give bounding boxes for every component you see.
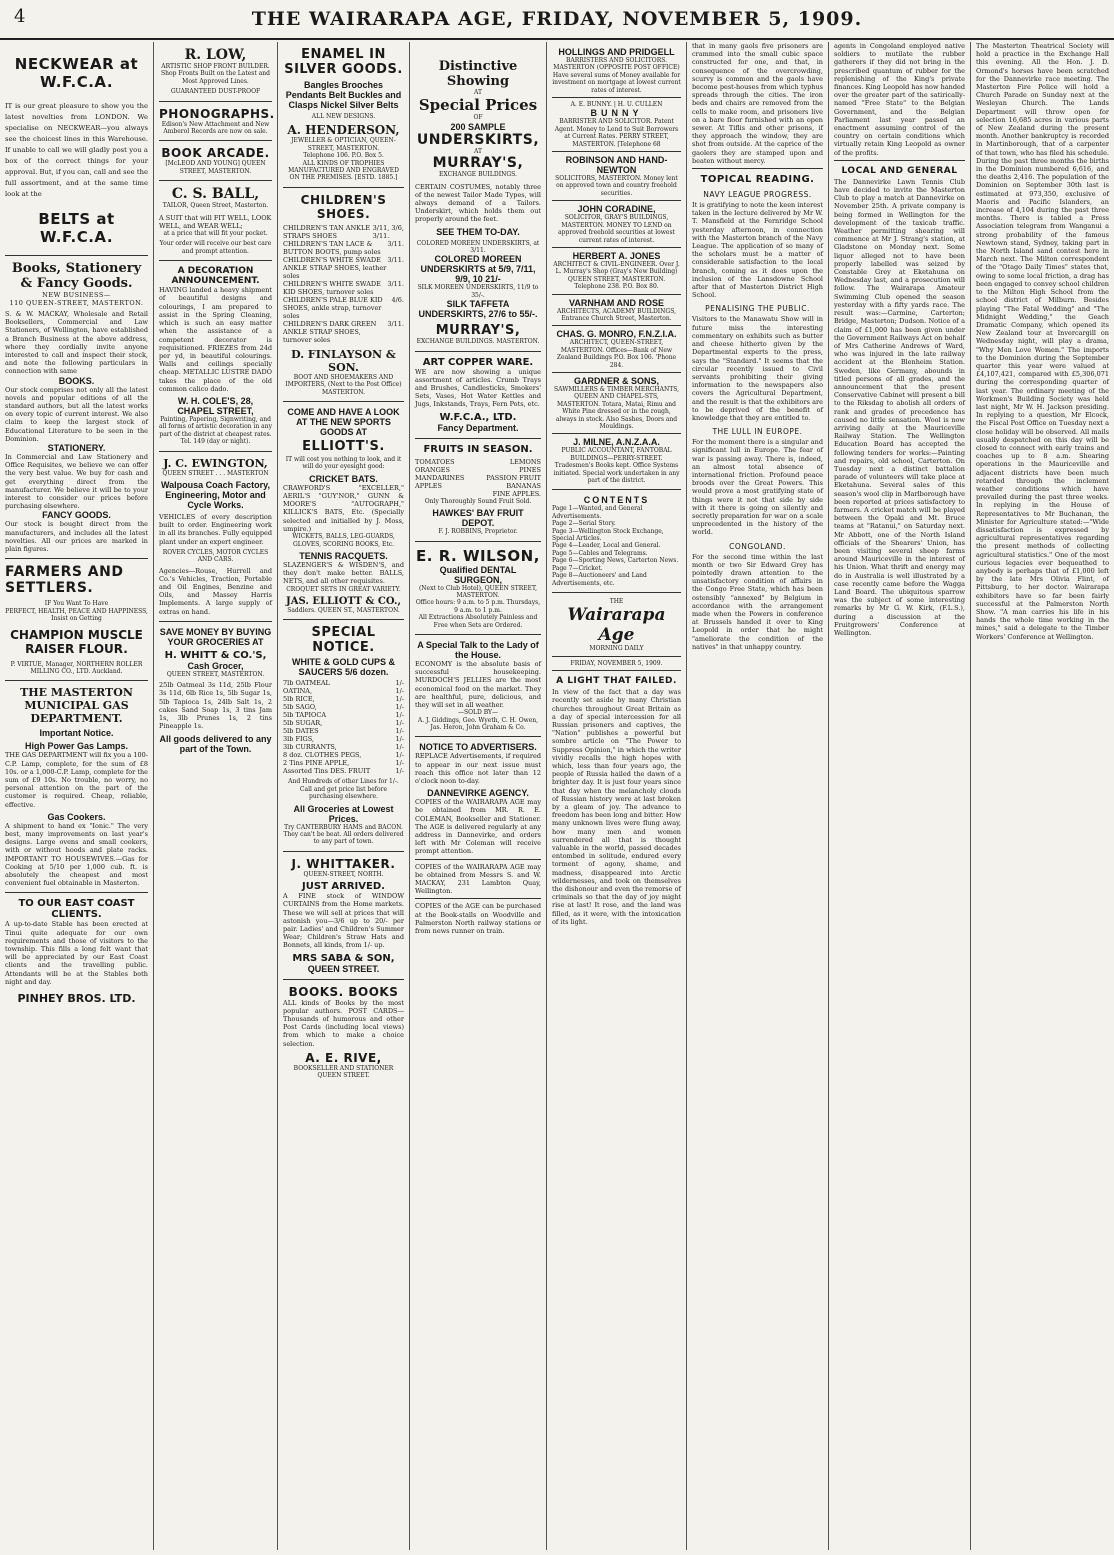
arrived-heading: JUST ARRIVED.	[302, 881, 385, 893]
art-copper-heading: ART COPPER WARE.	[422, 356, 534, 368]
gardner-name: GARDNER & SONS,	[573, 375, 659, 386]
taffeta-line: SILK TAFFETA UNDERSKIRTS, 27/6 to 55/-.	[418, 299, 538, 320]
editorial-date: FRIDAY, NOVEMBER 5, 1909.	[570, 659, 663, 667]
trophies-note: ALL KINDS OF TROPHIES MANUFACTURED AND ENGRAVED ON THE PREMISES. [ESTD. 1885.]	[288, 159, 399, 182]
office-hours: Office hours: 9 a.m. to 5 p.m. Thursdays, 9 a.m. to 1 p.m.	[415, 599, 541, 614]
price-item-cell: 5lb SUGAR,	[283, 719, 323, 728]
price-item	[283, 703, 404, 711]
price-list	[283, 679, 404, 775]
fruit-item-cell: PINES	[519, 465, 541, 474]
price-item-cell: 1/-	[395, 759, 404, 768]
bangles-list: Bangles Brooches Pendants Belt Buckles and Clasps Nickel Silver Belts	[285, 80, 402, 110]
special-notice-heading: SPECIAL NOTICE.	[311, 625, 376, 656]
price-item-cell: 7lb OATMEAL	[283, 679, 330, 688]
delivery-note: All goods delivered to any part of the Town.	[159, 734, 272, 755]
saba-name: MRS SABA & SON,	[292, 952, 395, 964]
price-item-cell: Assorted Tins DES. FRUIT	[283, 767, 371, 776]
price-item-cell: 8 doz. CLOTHES PEGS,	[283, 751, 362, 760]
cricket-body: CRAWFORD'S "EXCELLER," AERIL'S "GUY'NOR," GUNN & MOORE'S "AUTOGRAPH," KILLICK'S BATS, Etc. (Specially selected and initialled by J. Moss, umpire.)	[283, 483, 404, 533]
jas-sub: Saddlers. QUEEN ST., MASTERTON.	[287, 606, 400, 614]
contents-item: Page 8—Auctioneers' and Land Advertisements, etc.	[552, 572, 647, 587]
contents-item: Page 7—Cricket.	[552, 564, 603, 572]
farm-line-1: IF You Want To Have	[44, 600, 109, 608]
page-number: 4	[14, 6, 26, 27]
hollings-name: HOLLINGS AND PRIDGELL	[558, 47, 675, 57]
new-designs: ALL NEW DESIGNS.	[311, 113, 376, 120]
important-notice: Important Notice.	[39, 728, 114, 739]
wilson-name: E. R. WILSON,	[416, 546, 540, 565]
ewington-address: QUEEN STREET . . . MASTERTON	[162, 469, 269, 477]
dannevirke-body: COPIES of the WAIRARAPA AGE may be obtained from MR. R. E. COLEMAN, Bookseller and Stationer. The AGE is delivered regularly at any address in Dannevirke, and orders left with Mr Coleman will receive prompt attention.	[415, 798, 541, 856]
henderson-tel: Telephone 106. P.O. Box 5.	[303, 152, 384, 160]
murray-ad	[415, 42, 541, 352]
newspaper-title: THE WAIRARAPA AGE, FRIDAY, NOVEMBER 5, 1909.	[251, 8, 863, 30]
price-item-cell: 5lb SAGO,	[283, 703, 317, 712]
low-sub: ARTISTIC SHOP FRONT BUILDER.	[161, 63, 270, 70]
jelly-ad	[415, 635, 541, 737]
saba-sub: QUEEN STREET.	[307, 963, 380, 974]
virtue-signature: P. VIRTUE, Manager, NORTHERN ROLLER MILLING CO., LTD. Auckland.	[10, 660, 143, 675]
decoration-heading: A DECORATION ANNOUNCEMENT.	[171, 266, 260, 287]
contents-item: Page 4—Leader, Local and General.	[552, 542, 661, 550]
congo-continued: agents in Congoland employed native soldiers to mutilate the rubber gatherers if they did not bring in the prescribed quantum of rubber for the replenishing of the King's private finances. King Leopold has now handed over the greater part of the satirically-named "Free State" to the Belgian Government, and the Belgian Parliament last year passed an enactment assuming control of the country on certain conditions which virtually retain King Leopold as owner of the profits.	[834, 42, 965, 157]
dust-proof: GUARANTEED DUST-PROOF	[170, 88, 261, 96]
shoe-item-cell: CHILDREN'S PALE BLUE KID SHOES, ankle strap, turnover soles	[283, 295, 383, 320]
price-item	[283, 751, 404, 759]
art-copper-ad	[415, 352, 541, 439]
farmers-heading: FARMERS AND SETTLERS.	[5, 564, 124, 597]
of-line: OF	[473, 114, 483, 122]
cookers-body: A shipment to hand ex "Ionic." The very best, many improvements on last year's designs. Large ovens and small cookers, with or without hoods and plate racks. IMPORTANT TO HOUSEWIVES.—Gas for Cooking at 5/10 per 1,000 cub. ft. is absolutely the cheapest and most convenient fuel obtainable in Masterton.	[5, 821, 148, 888]
coles-body: Painting, Papering, Signwriting, and all forms of artistic decoration in any part of the district at cheapest rates. Tel. 149 (day or night).	[159, 415, 272, 446]
price-item-cell: OATINA,	[283, 687, 313, 696]
ewington-ad	[159, 452, 272, 622]
shoe-item-cell: 3/11.	[387, 279, 404, 288]
cups-line: WHITE & GOLD CUPS & SAUCERS 5/6 dozen.	[292, 657, 395, 678]
failed-continued: that in many gaols five prisoners are crammed into the small cubic space constructed for one, and that, in consequence of the overcrowding, scurvy is common and the gaols have become pest-houses from which typhus spreads through the cities. The iron beds and chairs are removed from the cells to make room, and prisoners live on a bare floor furnished with an open sewer. At Tiflis and other prisons, if they approach the window, they are shot from outside. At the caprice of the gaolers they are stamped upon and beaten without mercy.	[692, 42, 823, 165]
morning-daily: MORNING DAILY	[589, 645, 644, 653]
murrays-name-2: MURRAY'S,	[435, 323, 521, 339]
lull-heading: THE LULL IN EUROPE.	[712, 427, 803, 437]
contents-item: Page 6—Sporting News, Carterton News.	[552, 557, 679, 565]
sample-line: 200 SAMPLE	[450, 121, 506, 132]
sports-line: COME AND HAVE A LOOK AT THE NEW SPORTS GOODS AT	[287, 407, 400, 438]
suit-price: at a price that will fit your pocket.	[163, 230, 268, 238]
fruit-item	[415, 482, 541, 490]
monro-body: ARCHITECT, QUEEN-STREET, MASTERTON. Offices—Bank of New Zealand Buildings P.O. Box 106. 'Phone 284.	[556, 339, 677, 369]
low-heading: R. LOW,	[184, 47, 247, 63]
sold-by: —SOLD BY—	[458, 709, 498, 717]
sellers: A. J. Giddings, Geo. Wyeth, C. H. Owen, Jas. Heron, John Graham & Co.	[417, 716, 539, 731]
shoe-item	[283, 320, 404, 344]
groceries-line: All Groceries at Lowest Prices.	[293, 803, 394, 824]
price-item	[283, 727, 404, 735]
fruit-item-cell: PASSION FRUIT	[486, 473, 541, 482]
tennis-body: SLAZENGER'S & WISDEN'S, and they don't make better. BALLS, NETS, and all other requisites.	[283, 560, 404, 586]
price-item	[283, 719, 404, 727]
nameplate-the: THE	[609, 597, 624, 605]
fruit-item-cell: LEMONS	[509, 457, 541, 466]
cricket-heading: CRICKET BATS.	[309, 473, 378, 484]
navy-heading: NAVY LEAGUE PROGRESS.	[703, 190, 812, 200]
arcade-heading: BOOK ARCADE.	[161, 146, 270, 161]
column-1	[0, 42, 154, 1550]
distinctive-heading: Distinctive Showing	[438, 59, 518, 89]
decoration-ad	[159, 261, 272, 451]
phonographs-body: Edison's New Attachment and New Amberol Records are now on sale.	[161, 120, 270, 136]
congoland-heading: CONGOLAND.	[729, 541, 786, 551]
children-shoes-ad	[283, 188, 404, 402]
enamel-ad	[283, 42, 404, 188]
shoe-item-cell: 3/11, 3/6, 3/11.	[372, 223, 404, 240]
price-item-cell: 1/-	[395, 735, 404, 744]
finlayson-name: D. FINLAYSON & SON.	[291, 347, 396, 374]
light-failed-heading: A LIGHT THAT FAILED.	[556, 676, 677, 687]
colored-1: COLORED MOREEN UNDERSKIRTS, at 3/11.	[416, 239, 540, 255]
special-prices: Special Prices	[418, 96, 538, 115]
east-coast-heading: TO OUR EAST COAST CLIENTS.	[18, 898, 135, 921]
shoe-item	[283, 296, 404, 320]
rive-ad	[283, 980, 404, 1085]
elliott-intro: IT will cost you nothing to look, and it will do your eyesight good:	[285, 456, 402, 471]
copies-wellington: COPIES of the WAIRARAPA AGE may be obtained from Messrs S. and W. MACKAY, 231 Lambton Quay, Wellington.	[415, 862, 541, 896]
phonograph-ad	[159, 102, 275, 142]
fruit-item-cell: MANDARINES	[415, 473, 465, 482]
tennis-heading: TENNIS RACQUETS.	[299, 550, 388, 561]
fruit-item-cell: TOMATOES	[415, 457, 455, 466]
milne-name: J. MILNE, A.N.Z.A.A.	[573, 437, 660, 448]
price-item-cell: 1/-	[395, 687, 404, 696]
whitt-address: QUEEN STREET, MASTERTON.	[166, 670, 265, 678]
price-item	[283, 711, 404, 719]
bunny-names: A. E. BUNNY. | H. U. CULLEN	[570, 101, 663, 109]
shoe-item-cell: CHILDREN'S DARK GREEN ANKLE STRAP SHOES, turnover soles	[283, 319, 377, 344]
whitt-prices: 25lb Oatmeal 3s 11d, 25lb Flour 3s 11d, 6lb Rice 1s, 5lb Sugar 1s, 5lb Tapioca 1s, 24lb Salt 1s, 2 cakes Sand Soap 1s, 3 tins Jam 1s, 3lb Prunes 1s, 2 tins Pineapple 1s.	[159, 681, 272, 731]
notices	[415, 737, 541, 940]
bunny-body: BARRISTER AND SOLICITOR. Patent Agent. Money to Lend to Suit Borrowers at Current Rates. PERRY STREET, MASTERTON. [Telephone 68	[554, 118, 679, 148]
penalising-heading: PENALISING THE PUBLIC.	[705, 304, 810, 314]
jones-body: ARCHITECT & CIVIL-ENGINEER. Over J. L. Murray's Shop (Gray's New Building) QUEEN STREET, MASTERTON. Telephone 238. P.O. Box 80.	[553, 260, 680, 291]
croquet-line: CROQUET SETS IN GREAT VARIETY.	[286, 585, 401, 593]
price-item-cell: 5lb TAPIOCA	[283, 711, 327, 720]
local-continued: The Masterton Theatrical Society will hold a practice in the Exchange Hall this evening. All the Hon. J. D. Ormond's horses have been scratched for the Dannevirke race meeting. The Masterton Fire Police will hold a Church Parade on Sunday next at the Wesleyan Church. The Lands Department will throw open for selection 16,685 acres in various parts of New Zealand during the present month. Another bankruptcy is recorded in Martinborough, that of a carpenter of that town, who has filed his schedule. During the past three months the births in the Dominion numbered 6,616, and the deaths 2,416. The population of the Dominion on September 30th last is estimated at 973,350, exclusive of Maoris and Pacific Islanders, an increase of 4,104 during the past three months. There is tabled a Press Association telegram from Wanganui a strong probability of the famous Newtown stand, Sydney, taking part in the North Island sand contest here in March next. The Milton correspondent of the "Otago Daily Times" states that, owing to some local friction, a drag has been engaged to convey school children to the Milton High School from the school district of Milburn. Besides playing "The Fatal Wedding" and "The Midnight Wedding," the Geach Dramatic Company, which opened its New Zealand tour at Invercargill on Wednesday night, will play a drama, "Why Men Love Women." The imports to the Dominion during the September quarter this year were valued at £4,107,421, compared with £5,306,071 during the corresponding quarter of last year. The ordinary meeting of the Workmen's Building Society was held last night, Mr W. H. Jackson presiding. In replying to a question, Mr Elcock, the Fiscal Post Office on Tuesday next a close holiday will be observed. All mails usually despatched on this day will be closed to connect with early trains and coaches up to 8 a.m. Shearing operations in the Mauriceville and adjacent districts have been much retarded through the inclement weather conditions which have prevailed during the past three weeks. In replying in the House of Representatives to Mr Buchanan, the Minister for Agriculture stated:—"Wide dissatisfaction is expressed by agricultural representatives regarding the present methods of collecting agricultural statistics." One of the most curious legacies ever bequeathed to anybody is perhaps that of £1,000 left by the late Mrs Olivia Flint, of Pittsburg, to her doctor. Wairarapa exhibitors have so far been fairly successful at the Palmerston North Show. "A man carries his life in his hands the whole time working in the mines," said a delegate to the Timber Workers' Conference at Wellington.	[976, 42, 1109, 641]
stationery-body: In Commercial and Law Stationery and Office Requisites, we believe we can offer the very best value. We buy for cash and get everything direct from the manufacturer. We believe it will be to your interest to consider our prices before purchasing elsewhere.	[5, 453, 148, 511]
pinhey-bros: PINHEY BROS. LTD.	[17, 991, 136, 1005]
others-line: And Hundreds of other Lines for 1/-. Call and get price list before purchasing elsewhere.	[288, 778, 399, 801]
books-heading-2: BOOKS. BOOKS	[288, 984, 399, 999]
local-general-heading: LOCAL AND GENERAL	[841, 165, 958, 176]
gardner-body: SAWMILLERS & TIMBER MERCHANTS, QUEEN AND CHAPEL-STS, MASTERTON. Totara, Matai, Rimu and White Pine dressed or in the rough, always in stock. Also Sashes, Doors and Mouldings.	[554, 385, 679, 430]
hollings-body: BARRISTERS AND SOLICITORS. MASTERTON (OPPOSITE POST OFFICE) Have several sums of Money available for investment on mortgage at lowest current rates of interest.	[552, 57, 681, 94]
neckwear-heading: NECKWEAR at W.F.C.A.	[14, 55, 139, 91]
finlayson-sub: BOOT AND SHOEMAKERS AND IMPORTERS, (Next to the Post Office) MASTERTON.	[285, 373, 402, 396]
gas-heading: THE MASTERTON MUNICIPAL GAS DEPARTMENT.	[20, 686, 133, 726]
light-failed-body: In view of the fact that a day was recently set aside by many Christian churches throughout Great Britain as a day of special intercession for all Russian prisoners and captives, the "Nation" publishes a powerful but sombre article on "The Power to Suppress Opinion," in which the writer vividly recalls the high hopes with which, less than four years ago, the people of Russia hailed the dawn of a brighter day. It is just four years since that day when the melancholy clouds of Russian history were at last broken by a gleam of joy. The advance to freedom has been long and bitter. How many unknown lives were flung away, how many men and women surrendered all that is thought valuable in the world, passed decades entombed in solitude, endured every torment of agony, shame, and madness, disappeared into Arctic wildernesses, and took on themselves the dishonour and even the remorse of criminals so that the day of joy might rise at last! It rose, and the land was filled, as it were, with the intoxication of its light.	[552, 688, 681, 926]
shoe-item	[283, 240, 404, 256]
advertisers-heading: NOTICE TO ADVERTISERS.	[419, 742, 537, 753]
fruit-item	[415, 458, 541, 466]
see-them: SEE THEM TO-DAY.	[436, 226, 520, 237]
economy-body: ECONOMY is the absolute basis of successful housekeeping. MURDOCH'S JELLIES are the most economical food on the market. They are healthful, pure, delicious, and they will set in all weather.	[415, 659, 541, 709]
special-notice-ad	[283, 620, 404, 851]
contents-heading: CONTENTS	[583, 495, 650, 506]
wfca-dept: Fancy Department.	[437, 422, 519, 433]
ball-sub: TAILOR, Queen Street, Masterton.	[162, 202, 269, 210]
coradine-name: JOHN CORADINE,	[577, 204, 656, 215]
special-talk: A Special Talk to the Lady of the House.	[417, 639, 539, 660]
silk-line: SILK MOREEN UNDERSKIRTS, 11/9 to 35/-.	[417, 284, 539, 299]
whitt-name: H. WHITT & CO.'S,	[164, 649, 267, 661]
shoe-item-cell: CHILDREN'S WHITE SWADE ANKLE STRAP SHOES, leather soles	[283, 255, 387, 280]
ball-ad	[159, 181, 272, 261]
whitt-ad	[159, 622, 272, 760]
low-body: Shop Fronts Built on the Latest and Most Approved Lines.	[161, 70, 270, 85]
rover-line: ROVER CYCLES, MOTOR CYCLES AND CARS.	[162, 548, 269, 564]
vehicles-body: VEHICLES of every description built to order. Engineering work in all its branches. Fully equipped plant under an expert engineer.	[159, 512, 272, 546]
whittaker-name: J. WHITTAKER.	[291, 856, 396, 871]
price-item	[283, 679, 404, 687]
fruit-list	[415, 458, 541, 498]
column-6	[687, 42, 829, 1550]
gas-ad	[5, 681, 148, 893]
at-1: AT	[473, 89, 482, 96]
shoe-item-cell: 4/6.	[391, 295, 404, 304]
fancy-subheading: FANCY GOODS.	[42, 510, 111, 521]
dental-surgeon: Qualified DENTAL SURGEON,	[439, 564, 517, 585]
price-item-cell: 2 Tins PINE APPLE,	[283, 759, 350, 768]
jas-elliott: JAS. ELLIOTT & CO.,	[286, 595, 401, 607]
east-coast-ad	[5, 893, 148, 1010]
price-item	[283, 735, 404, 743]
children-shoes-heading: CHILDREN'S SHOES.	[300, 192, 387, 221]
fruit-item	[415, 474, 541, 482]
dannevirke-heading: DANNEVIRKE AGENCY.	[427, 788, 529, 799]
rive-body: ALL kinds of Books by the most popular authors. POST CARDS—Thousands of humorous and other Post Cards (including local views) from which to make a choice selection.	[283, 998, 404, 1048]
fruits-ad	[415, 439, 541, 542]
new-business: NEW BUSINESS—	[42, 291, 111, 299]
fruit-item	[415, 466, 541, 474]
fruit-item-cell: FINE APPLES.	[492, 489, 541, 498]
farm-line-2: PERFECT, HEALTH, PEACE AND HAPPINESS,	[5, 607, 148, 615]
coles-name: W. H. COLE'S, 28, CHAPEL STREET,	[177, 395, 254, 416]
navy-body: It is gratifying to note the keen interest taken in the lecture delivered by Mr W. T. Mansfield at the Fernridge School yesterday afternoon, in connection with the Masterton branch of the Navy League. The application of so many of the scholars must be a matter of considerable satisfaction to the local branch, coming as it does upon the inclusion of the Lansdowne School after that of Masterton District High School.	[692, 201, 823, 300]
price-item-cell: 1/-	[395, 711, 404, 720]
low-ad	[159, 42, 272, 102]
price-item-cell: 3lb FIGS,	[283, 735, 314, 744]
henderson-sub: JEWELLER & OPTICIAN, QUEEN-STREET, MASTERTON.	[291, 137, 396, 152]
henderson-name: A. HENDERSON,	[287, 123, 400, 138]
wilson-address: (Next to Club Hotel), QUEEN STREET, MASTERTON.	[418, 584, 538, 599]
fruit-item-cell: APPLES	[415, 481, 442, 490]
books-subheading: BOOKS.	[58, 375, 95, 386]
monro-name: CHAS. G. MONRO, F.N.Z.I.A.	[556, 329, 677, 340]
fruits-heading: FRUITS IN SEASON.	[423, 443, 533, 455]
robinson-body: SOLICITORS, MASTERTON. Money lent on approved town and country freehold securities.	[555, 175, 678, 197]
robinson-name: ROBINSON AND HAND-NEWTON	[565, 155, 668, 176]
lull-body: For the moment there is a singular and significant lull in Europe. The fear of war is passing away. There is, indeed, an almost total absence of international friction. Profound peace broods over the Great Powers. This would prove a most gratifying state of things were it not that side by side with it there is going on silently and secretly preparation for war on a scale unprecedented in the history of the world.	[692, 438, 823, 537]
fruit-item-cell: BANANAS	[506, 481, 541, 490]
whittaker-sub: QUEEN-STREET, NORTH.	[303, 870, 384, 878]
canterbury-line: Try CANTERBURY HAMS and BACON. They can't be beat. All orders delivered to any part of town.	[283, 823, 404, 846]
local-general-body: The Dannevirke Lawn Tennis Club have decided to invite the Masterton Club to play a match at Dannevirke on November 25th. A private company is being formed in Wellington for the development of the taxicab traffic. Weather permitting shearing will commence at Mr J. Strang's station, at Gladstone on Monday next. Some liquor alleged not to have been properly labelled was seized by Constable Grey at Eketahuna on Wednesday last, and a prosecution will follow. The Wairarapa Amateur Swimming Club opened the season yesterday with a fifty yards race. The result was:—Carmine, Carterton; Bridge, Masterton; Dudson. Notice of a claim of £1,000 has been given under the Government Railways Act on behalf of Mrs Catherine Andrews of Ward, who was injured in the late railway accident at the Blenheim Station. Sweden, like Germany, abounds in titled persons of all grades, and the announcement that the present Conservative Cabinet will present a bill to the Riksdag to abolish all orders of rank and grades of precedence has caused no little sensation. Wool is now arriving daily at the Mauriceville Railway Station. The Wellington Education Board has accepted the following tenders for works:—Painting and repairs, old school, Carterton. On Tuesday next a distinct battalion parade of volunteers will take place at Eketahuna. Several sales of this season's wool clip in Marlborough have been reported at prices satisfactory to farmers. A cricket match will be played between the Opaki and Mt. Bruce teams at "Ratanui," on Saturday next. Mr Abbott, one of the North Island officials of the Shearers' Union, has been visiting several sheep farms around Mauriceville in the interest of his Union. What thrift and energy may do in Australia is well illustrated by a case recently came before the Wagga Land Board. The ubiquitous sparrow was the subject of some interesting remarks by Mr G. W. Kirk, (F.L.S.), during a discussion at the Fruitgrowers' Conference at Wellington.	[834, 177, 965, 638]
varnham-body: ARCHITECTS, ACADEMY BUILDINGS, Entrance Church Street, Masterton.	[556, 307, 677, 322]
gas-lamps: High Power Gas Lamps.	[24, 741, 129, 752]
shoe-item-cell: 3/11.	[387, 255, 404, 264]
rive-sub: BOOKSELLER AND STATIONER QUEEN STREET.	[293, 1064, 394, 1080]
champion-flour: CHAMPION MUSCLE RAISER FLOUR.	[10, 627, 143, 656]
advertisers-body: REPLACE Advertisements, if required to appear in our next issue must reach this office not later than 12 o'clock noon to-day.	[415, 752, 541, 785]
bunny-name: BUNNY	[590, 108, 643, 119]
price-item-cell: 1/-	[395, 743, 404, 752]
rive-name: A. E. RIVE,	[305, 1050, 382, 1065]
wickets-line: WICKETS, BALLS, LEG-GUARDS, GLOVES, SCORING BOOKS, Etc.	[292, 533, 395, 548]
neckwear-body: IT is our great pleasure to show you the latest novelties from LONDON. We specialise on NECKWEAR—you always see the choicest lines in this Warehouse. If unable to call we will gladly post you a box of the correct things for your approval. But, if you can, call and see the full assortment, and at the same time look at the	[5, 102, 148, 198]
gas-cookers: Gas Cookers.	[47, 811, 106, 822]
price-item	[283, 767, 404, 775]
books-body: Our stock comprises not only all the latest novels and popular editions of all the standard authors, but all the latest works on every topic of current interest. We also claim to keep the largest stock of Educational Literature to be seen in the Dominion.	[5, 385, 148, 443]
exchange-buildings: EXCHANGE BUILDINGS.	[439, 171, 517, 179]
enamel-heading: ENAMEL IN SILVER GOODS.	[284, 47, 403, 77]
price-item	[283, 695, 404, 703]
column-8	[971, 42, 1114, 1550]
ewington-heading: J. C. EWINGTON,	[163, 456, 268, 470]
contents-item: Page 2—Serial Story.	[552, 520, 616, 528]
copies-railway: COPIES of the AGE can be purchased at the Book-stalls on Woodville and Palmerston North railway stations or from news runner on train.	[415, 902, 541, 936]
price-item-cell: 1/-	[395, 679, 404, 688]
wilson-ad	[415, 542, 541, 635]
exchange-2: EXCHANGE BUILDINGS. MASTERTON.	[416, 338, 540, 346]
professional-cards	[552, 42, 681, 490]
farm-line-3: Insist on Getting	[51, 615, 102, 623]
contents-item: Page 5—Cables and Telegrams.	[552, 549, 648, 557]
order-note: Your order will receive our best care and prompt attention.	[159, 240, 272, 255]
underskirts-heading: UNDERSKIRTS,	[416, 131, 540, 148]
shoe-item	[283, 256, 404, 280]
art-copper-body: WE are now showing a unique assortment of articles. Crumb Trays and Brushes, Candlesticks, Smokers' Sets, Vases, Hot Water Kettles and Jugs, Inkstands, Trays, Fern Pots, etc.	[415, 367, 541, 409]
topical-reading: TOPICAL READING.	[700, 174, 815, 186]
price-item	[283, 687, 404, 695]
price-item-cell: 5lb DATES	[283, 727, 319, 736]
contents-box	[552, 490, 681, 592]
robbins: F. J. ROBBINS, Proprietor.	[438, 528, 518, 536]
fancy-body: Our stock is bought direct from the manufacturers, and includes all the latest novelties. All our prices are marked in plain figures.	[5, 520, 148, 554]
price-item-cell: 3lb CURRANTS,	[283, 743, 337, 752]
costumes-body: CERTAIN COSTUMES, notably three of the newest Tailor Made Types, will always demand of a Tailors. Underskirt, which holds them out properly around the feet.	[415, 182, 541, 224]
shoe-item-cell: 3/11.	[387, 239, 404, 248]
ball-heading: C. S. BALL,	[171, 186, 260, 203]
shoe-item-cell: 3/11.	[387, 319, 404, 328]
books-heading: Books, Stationery & Fancy Goods.	[11, 261, 142, 291]
milne-body: PUBLIC ACCOUNTANT, FANTOBAL BUILDINGS—PERRY-STREET. Tradesmen's Books kept. Office Systems initiated. Special work undertaken in any part of the district.	[553, 447, 680, 485]
arrived-body: A FINE stock of WINDOW CURTAINS from the Home markets. These we will sell at prices that will astonish you—3/6 up to 20/- per pair. Ladies' and Children's Summer Wear; Children's Straw Hats and Bonnets, all kinds, from 1/- up.	[283, 892, 404, 950]
shoe-item-cell: CHILDREN'S TAN ANKLE STRAPS SHOES	[283, 223, 371, 240]
mackay-intro: S. & W. MACKAY, Wholesale and Retail Booksellers, Commercial and Law Stationers, of Wellington, have established a Branch Business at the above address, where they cordially invite anyone interested to call and inspect their stock, and note the following particulars in connection with same	[5, 310, 148, 376]
shoe-item-cell: CHILDREN'S WHITE SWADE KID SHOES, turnover soles	[283, 279, 381, 296]
column-2	[154, 42, 278, 1550]
arcade-sub: [McLEOD AND YOUNG] QUEEN STREET, MASTERTON.	[165, 160, 266, 175]
price-item-cell: 1/-	[395, 719, 404, 728]
extractions: All Extractions Absolutely Painless and Free when Sets are Ordered.	[418, 614, 538, 629]
flour-ad	[5, 559, 148, 681]
congoland-body: For the second time within the last month or two Sir Edward Grey has pointedly drawn attention to the unsatisfactory condition of affairs in the Congo Free State, which has been ostensibly "annexed" by Belgium in accordance with the arrangement made when the Powers in conference at Brussels handed it over to King Leopold in order that he might "ameliorate the condition of the natives" in that unhappy country.	[692, 552, 823, 651]
shoe-item	[283, 280, 404, 296]
price-item	[283, 759, 404, 767]
shoe-item	[283, 224, 404, 240]
fruit-note: Only Thoroughly Sound Fruit Sold.	[424, 497, 532, 505]
colored-2: COLORED MOREEN UNDERSKIRTS at 5/9, 7/11, 9/9, 10 21/-	[420, 254, 536, 285]
fruit-item	[415, 490, 541, 498]
phonographs-heading: PHONOGRAPHS.	[159, 106, 275, 121]
save-money: SAVE MONEY BY BUYING YOUR GROCERIES AT	[159, 626, 272, 647]
agencies-body: Agencies—Rouse, Hurrell and Co.'s Vehicles, Traction, Portable and Oil Engines, Benzine and Oils, and Massey Harris Implements. A large supply of extras on hand.	[159, 566, 272, 616]
price-item-cell: 5lb RICE,	[283, 695, 315, 704]
shoe-item-cell: CHILDREN'S TAN LACE & BUTTON BOOTS, pump soles	[283, 239, 381, 256]
walpousa-heading: Walpousa Coach Factory, Engineering, Motor and Cycle Works.	[160, 479, 271, 510]
column-4	[410, 42, 547, 1550]
varnham-name: VARNHAM AND ROSE	[568, 297, 664, 308]
price-item	[283, 743, 404, 751]
cash-grocer: Cash Grocer,	[187, 660, 244, 671]
hawkes-bay: HAWKES' BAY FRUIT DEPOT.	[432, 508, 524, 529]
wfca-name: W.F.C.A., LTD.	[439, 411, 517, 423]
price-item-cell: 1/-	[395, 703, 404, 712]
shoe-list	[283, 224, 404, 344]
masthead	[0, 0, 1114, 40]
whittaker-ad	[283, 852, 404, 980]
belts-heading: BELTS at W.F.C.A.	[38, 210, 115, 246]
price-item-cell: 1/-	[395, 695, 404, 704]
arcade-ad	[159, 141, 272, 181]
east-coast-body: A up-to-date Stable has been erected at Tinui quite adequate for our own requirements and those of visitors to the township. This fills a long felt want that will be appreciated by our East Coast clients and the travelling public. Attendants will be at the Stables both night and day.	[5, 920, 148, 986]
contents-item: Page 3—Wellington Stock Exchange, Special Articles.	[552, 527, 664, 543]
books-address: 110 QUEEN-STREET, MASTERTON.	[9, 299, 144, 307]
contents-item: Page 1—Wanted, and General Advertisements.	[552, 505, 643, 520]
column-5	[547, 42, 687, 1550]
contents-list	[552, 505, 681, 586]
price-item-cell: 1/-	[395, 767, 404, 776]
elliott-ad	[283, 402, 404, 620]
books-ad	[5, 256, 148, 559]
neckwear-ad	[5, 42, 148, 256]
murrays-name: MURRAY'S,	[432, 155, 524, 172]
elliotts-heading: ELLIOTT'S.	[302, 439, 385, 455]
fruit-item-cell: ORANGES	[415, 465, 450, 474]
suit-body: A SUIT that will FIT WELL, LOOK WELL, and WEAR WELL;	[159, 213, 272, 230]
at-2: AT	[473, 147, 482, 155]
coradine-body: SOLICITOR, GRAY'S BUILDINGS, MASTERTON. MONEY TO LEND on approved freehold securities at lowest current rates of interest.	[558, 214, 675, 244]
editorial	[552, 593, 681, 931]
price-item-cell: 1/-	[395, 727, 404, 736]
jones-name: HERBERT A. JONES	[572, 250, 661, 261]
column-3	[278, 42, 410, 1550]
stationery-subheading: STATIONERY.	[47, 443, 106, 454]
nameplate: Wairarapa Age	[567, 605, 666, 646]
price-item-cell: 1/-	[395, 751, 404, 760]
gas-body: THE GAS DEPARTMENT will fix you a 100-C.P. Lamp, complete, for the sum of £8 10s. or a 1,000-C.P. Lamp, complete for the sum of £9 10s. No trouble, no worry, no personal attention on the part of the customer is required. Cheap, reliable, effective.	[5, 751, 148, 809]
column-7	[829, 42, 971, 1550]
penalising-body: Visitors to the Manawatu Show will in future miss the interesting commentary on exhibits such as butter and cheese hitherto given by the Departmental experts to the press, says the "Standard." It seems that the circular recently issued to Civil servants prohibiting their giving information to the newspapers also covers the Agricultural Department, and the result is that the exhibitors are to be deprived of the benefit of knowledge that they are entitled to.	[692, 315, 823, 422]
decoration-body: HAVING landed a heavy shipment of beautiful designs and colourings, I am prepared to assist in the Spring Cleaning, which is such an easy matter when the assistance of a competent decorator is requisitioned. FRIEZES from 24d per yd, in beautiful colourings. Walls and ceilings specially cheap. METALLIC LUSTRE DADO takes the place of the old common calico dado.	[159, 286, 272, 393]
